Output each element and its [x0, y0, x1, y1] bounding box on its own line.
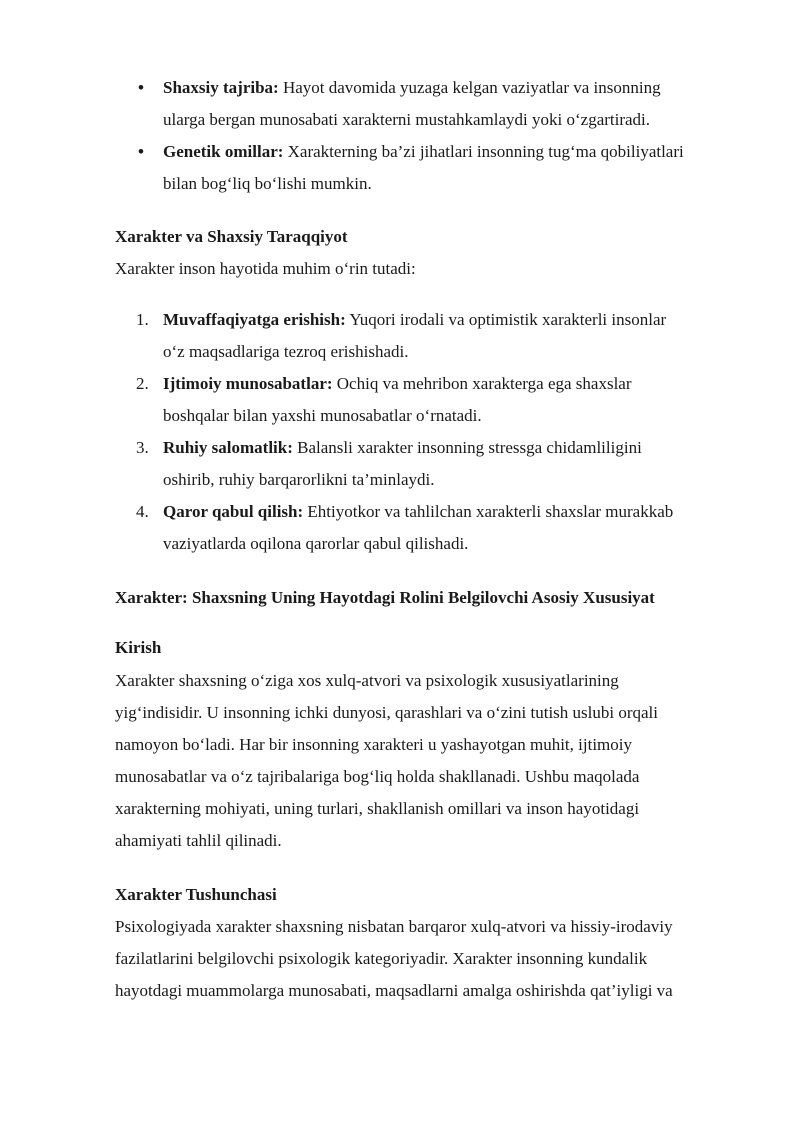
item-number: 3.: [136, 438, 149, 457]
item-term: Ruhiy salomatlik:: [163, 438, 293, 457]
item-text-cont: oshirib, ruhiy barqarorlikni ta’minlaydi.: [163, 470, 435, 489]
bullet-marker: •: [138, 78, 144, 97]
bullet-text: Hayot davomida yuzaga kelgan vaziyatlar va insonning: [278, 78, 661, 97]
bullet-list: [0, 72, 800, 200]
paragraph-line: hayotdagi muammolarga munosabati, maqsadlarni amalga oshirishda qat’iyligi va: [115, 981, 673, 1000]
kirish-paragraph: [115, 665, 755, 857]
item-text-cont: boshqalar bilan yaxshi munosabatlar o‘rnatadi.: [163, 406, 482, 425]
paragraph-line: munosabatlar va o‘z tajribalariga bog‘liq holda shakllanadi. Ushbu maqolada: [115, 767, 640, 786]
item-term: Muvaffaqiyatga erishish:: [163, 310, 346, 329]
paragraph-line: yig‘indisidir. U insonning ichki dunyosi, qarashlari va o‘zini tutish uslubi orqali: [115, 703, 659, 722]
item-number: 4.: [136, 502, 149, 521]
item-number: 2.: [136, 374, 149, 393]
item-text: Ehtiyotkor va tahlilchan xarakterli shaxslar murakkab: [303, 502, 674, 521]
item-term: Ijtimoiy munosabatlar:: [163, 374, 333, 393]
item-text: Balansli xarakter insonning stressga chidamliligini: [292, 438, 642, 457]
bullet-item: [0, 72, 800, 136]
paragraph-line: xarakterning mohiyati, uning turlari, shakllanish omillari va inson hayotidagi: [115, 799, 640, 818]
section-intro: Xarakter inson hayotida muhim o‘rin tutadi:: [115, 259, 416, 278]
bullet-item: [0, 136, 800, 200]
tushuncha-heading: Xarakter Tushunchasi: [115, 885, 277, 904]
item-text: Yuqori irodali va optimistik xarakterli insonlar: [345, 310, 667, 329]
numbered-item: [0, 432, 800, 496]
paragraph-line: fazilatlarini belgilovchi psixologik kategoriyadir. Xarakter insonning kundalik: [115, 949, 648, 968]
bullet-marker: •: [138, 142, 144, 161]
item-text-cont: vaziyatlarda oqilona qarorlar qabul qilishadi.: [163, 534, 469, 553]
numbered-item: [0, 368, 800, 432]
bullet-text-cont: ularga bergan munosabati xarakterni mustahkamlaydi yoki o‘zgartiradi.: [163, 110, 651, 129]
paragraph-line: ahamiyati tahlil qilinadi.: [115, 831, 282, 850]
bullet-term: Genetik omillar:: [163, 142, 284, 161]
bullet-text-cont: bilan bog‘liq bo‘lishi mumkin.: [163, 174, 372, 193]
bullet-term: Shaxsiy tajriba:: [163, 78, 279, 97]
article-title: Xarakter: Shaxsning Uning Hayotdagi Rolini Belgilovchi Asosiy Xususiyat: [115, 588, 655, 607]
kirish-heading: Kirish: [115, 638, 162, 657]
item-number: 1.: [136, 310, 149, 329]
numbered-item: [0, 304, 800, 368]
item-text-cont: o‘z maqsadlariga tezroq erishishadi.: [163, 342, 409, 361]
paragraph-line: Xarakter shaxsning o‘ziga xos xulq-atvori va psixologik xususiyatlarining: [115, 671, 619, 690]
bullet-text: Xarakterning ba’zi jihatlari insonning tug‘ma qobiliyatlari: [283, 142, 684, 161]
tushuncha-paragraph: [115, 911, 755, 1007]
numbered-list: [0, 304, 800, 560]
numbered-item: [0, 496, 800, 560]
paragraph-line: Psixologiyada xarakter shaxsning nisbatan barqaror xulq-atvori va hissiy-irodaviy: [115, 917, 673, 936]
item-text: Ochiq va mehribon xarakterga ega shaxslar: [332, 374, 632, 393]
paragraph-line: namoyon bo‘ladi. Har bir insonning xarakteri u yashayotgan muhit, ijtimoiy: [115, 735, 632, 754]
item-term: Qaror qabul qilish:: [163, 502, 304, 521]
section-heading: Xarakter va Shaxsiy Taraqqiyot: [115, 227, 348, 246]
